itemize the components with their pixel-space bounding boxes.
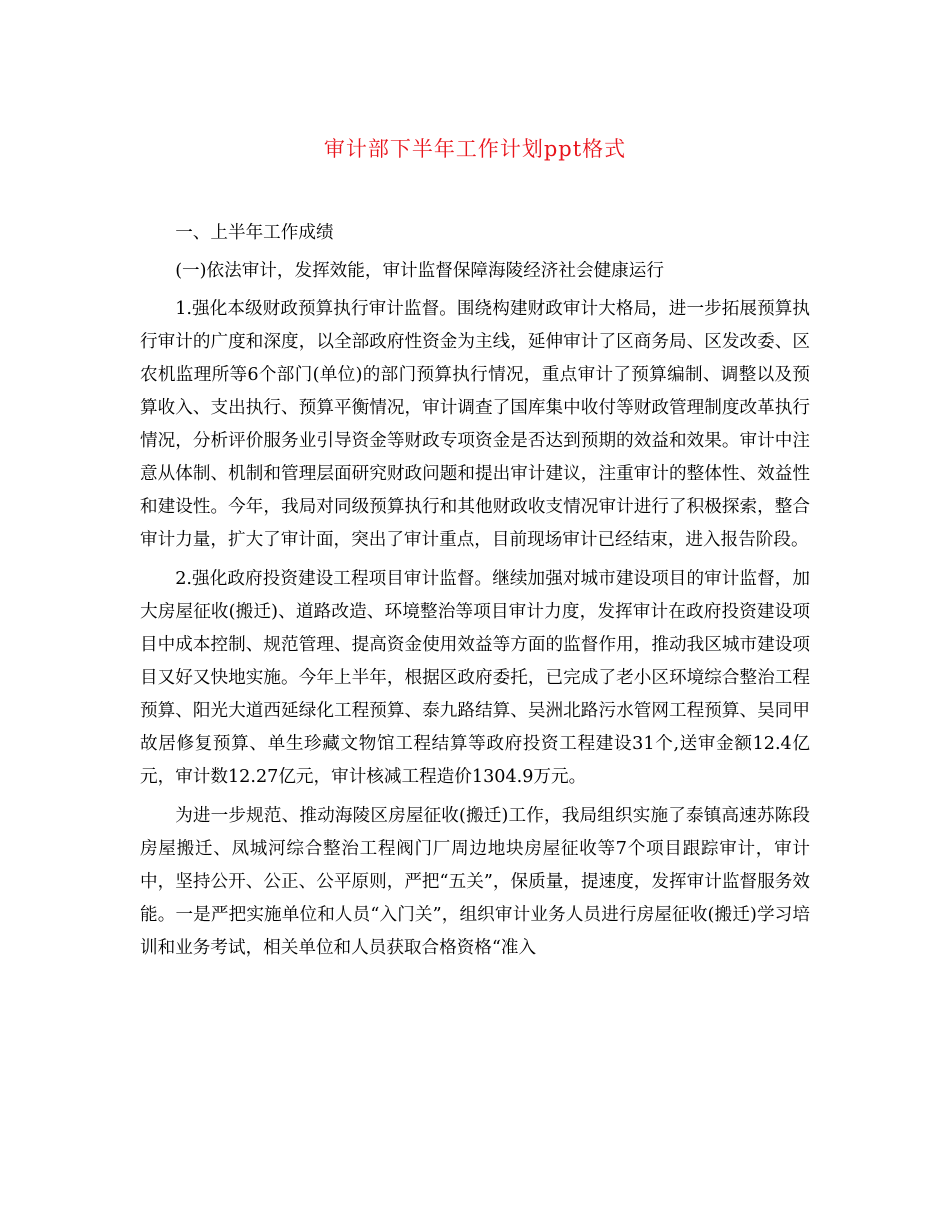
- document-title: 审计部下半年工作计划ppt格式: [323, 137, 627, 161]
- paragraph-housing-audit: 为进一步规范、推动海陵区房屋征收(搬迁)工作，我局组织实施了泰镇高速苏陈段房屋搬迁、凤城河综合整治工程阀门厂周边地块房屋征收等7个项目跟踪审计，审计中，坚持公开、公正、公平原则，严把“五关”，保质量，提速度，发挥审计监督服务效能。一是严把实施单位和人员“入门关”，组织审计业务人员进行房屋征收(搬迁)学习培训和业务考试，相关单位和人员获取合格资格“准入: [140, 806, 810, 958]
- subsection-heading: (一)依法审计，发挥效能，审计监督保障海陵经济社会健康运行: [175, 261, 664, 281]
- document-body: [140, 217, 810, 971]
- section-heading: 一、上半年工作成绩: [175, 223, 334, 243]
- paragraph-investment-audit: 2.强化政府投资建设工程项目审计监督。继续加强对城市建设项目的审计监督，加大房屋征收(搬迁)、道路改造、环境整治等项目审计力度，发挥审计在政府投资建设项目中成本控制、规范管理、提高资金使用效益等方面的监督作用，推动我区城市建设项目又好又快地实施。今年上半年，根据区政府委托，已完成了老小区环境综合整治工程预算、阳光大道西延绿化工程预算、泰九路结算、吴洲北路污水管网工程预算、吴同甲故居修复预算、单生珍藏文物馆工程结算等政府投资工程建设31个,送审金额12.4亿元，审计数12.27亿元，审计核减工程造价1304.9万元。: [140, 569, 810, 787]
- paragraph-budget-audit: 1.强化本级财政预算执行审计监督。围绕构建财政审计大格局，进一步拓展预算执行审计的广度和深度，以全部政府性资金为主线，延伸审计了区商务局、区发改委、区农机监理所等6个部门(单位)的部门预算执行情况，重点审计了预算编制、调整以及预算收入、支出执行、预算平衡情况，审计调查了国库集中收付等财政管理制度改革执行情况，分析评价服务业引导资金等财政专项资金是否达到预期的效益和效果。审计中注意从体制、机制和管理层面研究财政问题和提出审计建议，注重审计的整体性、效益性和建设性。今年，我局对同级预算执行和其他财政收支情况审计进行了积极探索，整合审计力量，扩大了审计面，突出了审计重点，目前现场审计已经结束，进入报告阶段。: [140, 299, 810, 550]
